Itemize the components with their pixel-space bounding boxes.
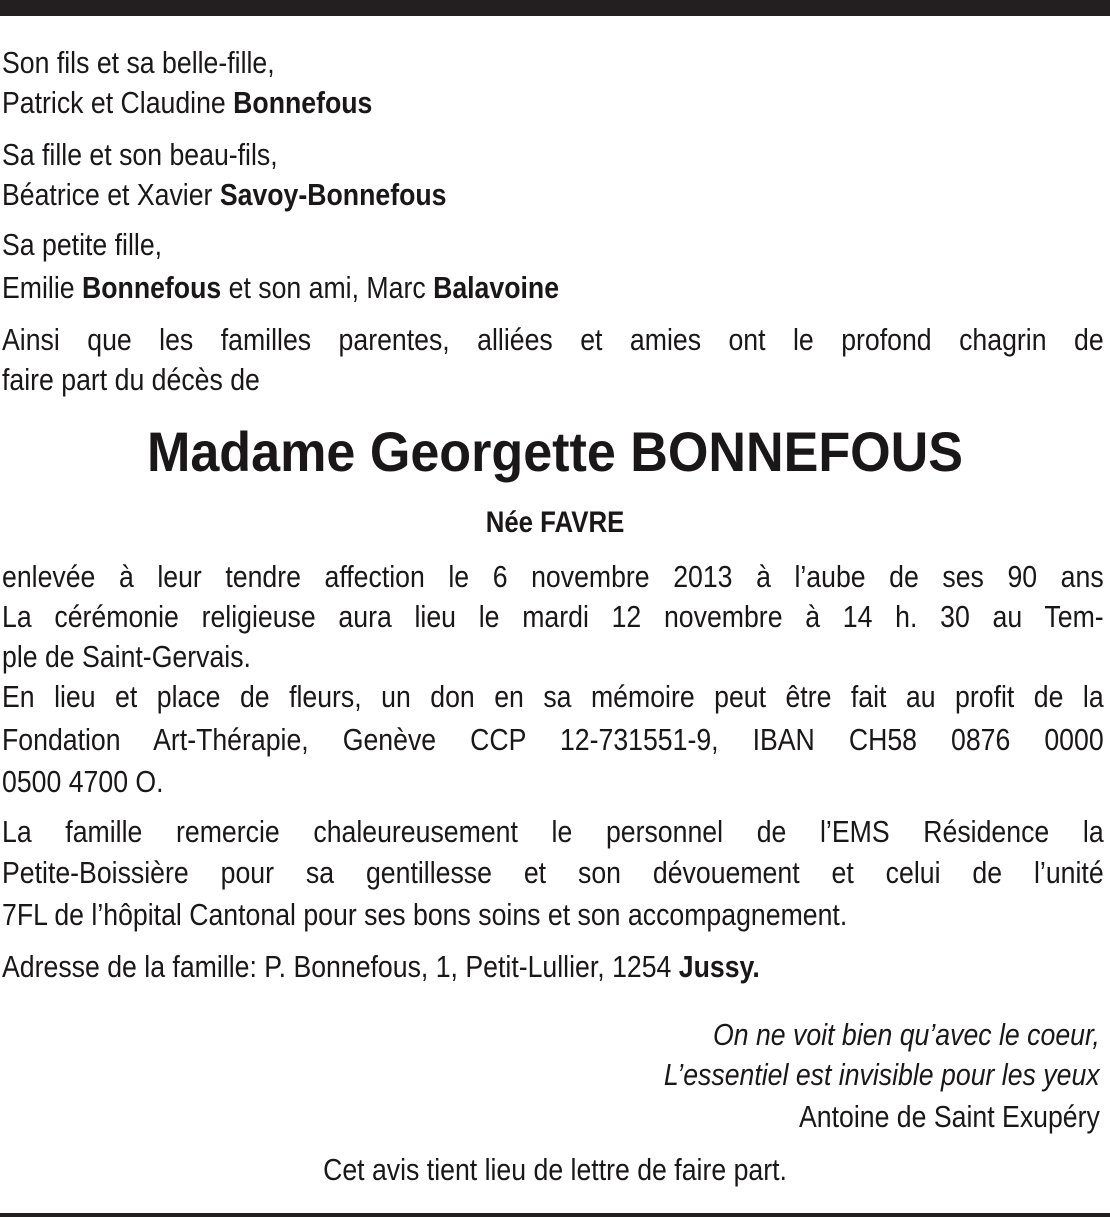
daughter-names: Béatrice et Xavier: [2, 177, 220, 212]
son-line: [2, 83, 372, 123]
son-intro: Son fils et sa belle-fille,: [2, 45, 275, 80]
son-surname: Bonnefous: [233, 85, 373, 120]
address-city: Jussy.: [678, 949, 760, 984]
top-rule: [0, 0, 1110, 16]
son-names: Patrick et Claudine: [2, 85, 234, 120]
body-line-7: La famille remercie chaleureusement le personnel de l’EMS Résidence la: [2, 814, 1104, 849]
body-line-6: 0500 4700 O.: [2, 764, 164, 799]
bottom-rule: [0, 1213, 1110, 1217]
closing-note: Cet avis tient lieu de lettre de faire part.: [323, 1152, 787, 1187]
daughter-intro: Sa fille et son beau-fils,: [2, 137, 278, 172]
maiden-name: Née FAVRE: [485, 506, 625, 539]
granddaughter-line: [2, 268, 559, 308]
friend-surname: Balavoine: [433, 270, 560, 305]
daughter-surname: Savoy-Bonnefous: [219, 177, 447, 212]
granddaughter-surname: Bonnefous: [81, 270, 222, 305]
quote-line-2: L’essentiel est invisible pour les yeux: [664, 1057, 1100, 1092]
deceased-name: Madame Georgette BONNEFOUS: [146, 420, 964, 483]
body-line-5: Fondation Art-Thérapie, Genève CCP 12-731551-9, IBAN CH58 0876 0000: [2, 722, 1104, 757]
body-line-8: Petite-Boissière pour sa gentillesse et son dévouement et celui de l’unité: [2, 855, 1104, 890]
quote-author: Antoine de Saint Exupéry: [799, 1099, 1100, 1134]
body-line-9: 7FL de l’hôpital Cantonal pour ses bons soins et son accompagnement.: [2, 897, 848, 932]
announce-line-1: Ainsi que les familles parentes, alliées et amies ont le profond chagrin de: [2, 322, 1104, 357]
daughter-line: [2, 175, 446, 215]
family-address: [2, 947, 760, 987]
granddaughter-mid: et son ami, Marc: [221, 270, 434, 305]
address-text: Adresse de la famille: P. Bonnefous, 1, Petit-Lullier, 1254: [2, 949, 679, 984]
body-line-4: En lieu et place de fleurs, un don en sa mémoire peut être fait au profit de la: [2, 679, 1104, 714]
body-line-3: ple de Saint-Gervais.: [2, 639, 251, 674]
granddaughter-intro: Sa petite fille,: [2, 227, 163, 262]
quote-line-1: On ne voit bien qu’avec le coeur,: [713, 1017, 1100, 1052]
body-line-1: enlevée à leur tendre affection le 6 novembre 2013 à l’aube de ses 90 ans: [2, 559, 1104, 594]
announce-line-2: faire part du décès de: [2, 362, 260, 397]
granddaughter-first: Emilie: [2, 270, 82, 305]
body-line-2: La cérémonie religieuse aura lieu le mardi 12 novembre à 14 h. 30 au Tem-: [2, 599, 1104, 634]
